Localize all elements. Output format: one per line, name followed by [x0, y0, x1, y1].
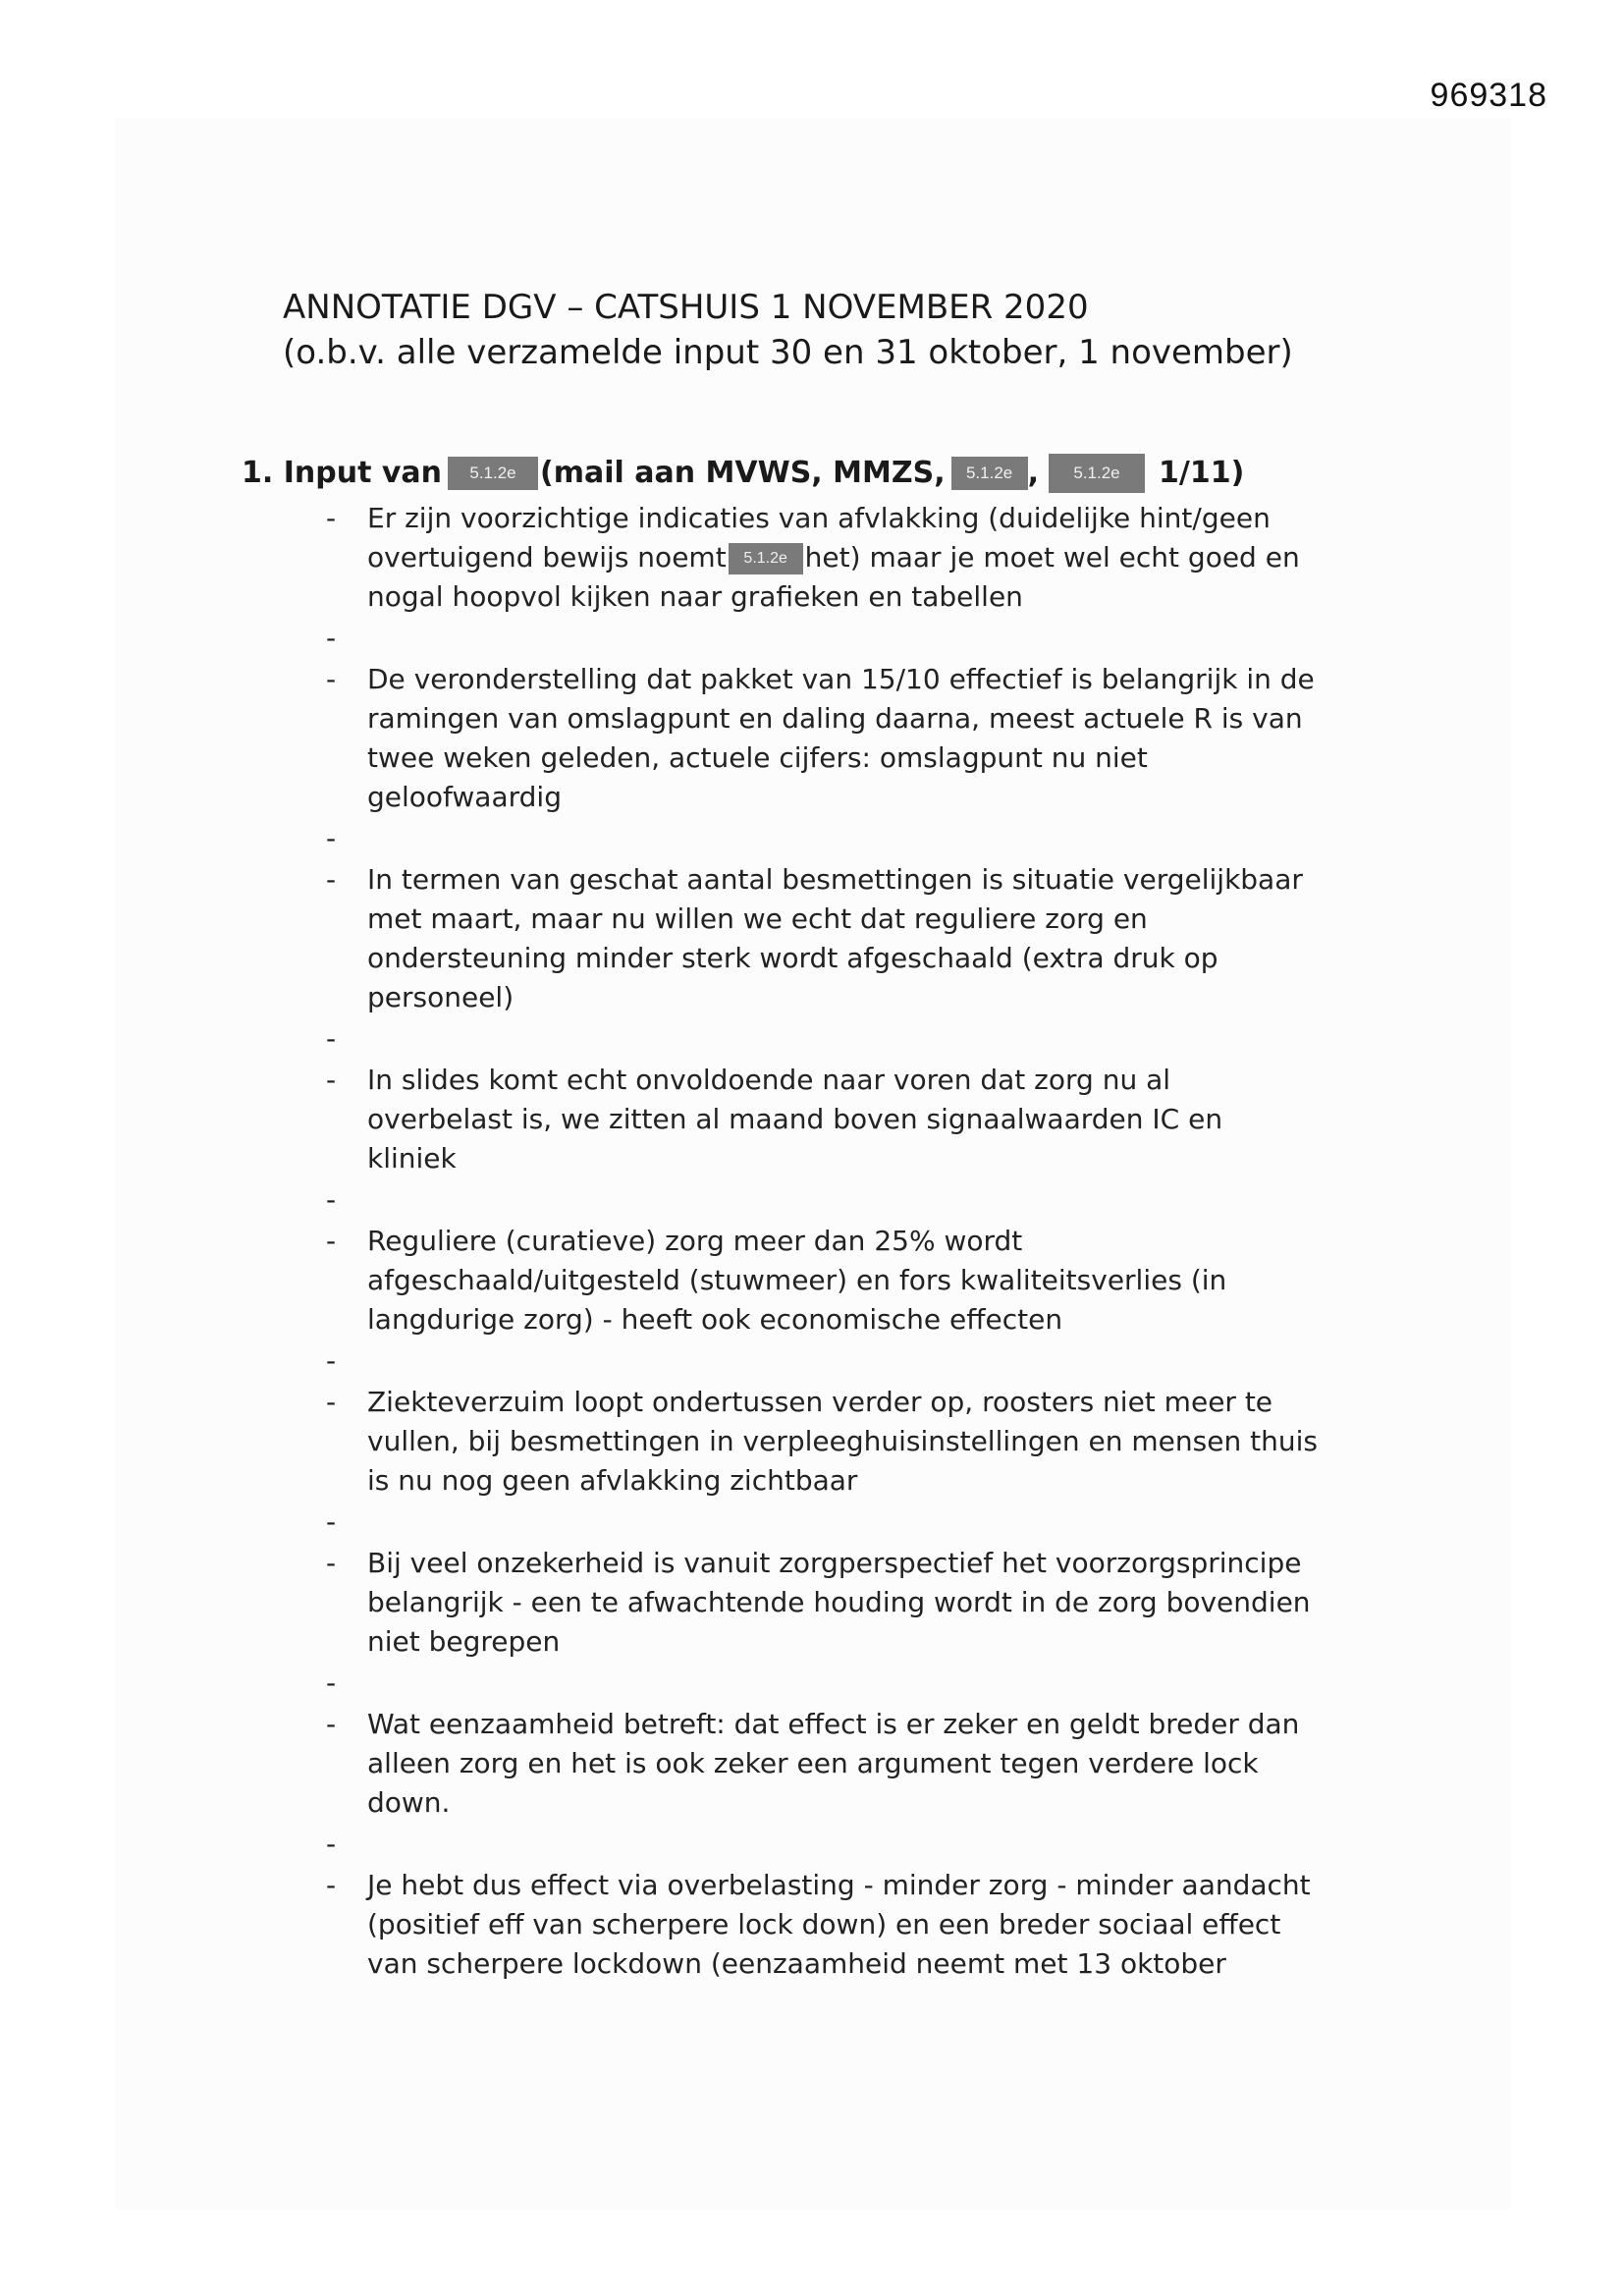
redaction-box: 5.1.2e — [951, 457, 1028, 490]
bullet-dash: - — [326, 822, 337, 854]
bullet-line: niet begrepen — [367, 1625, 561, 1658]
bullet-text: overtuigend bewijs noemt — [367, 541, 727, 574]
bullet-line: Er zijn voorzichtige indicaties van afvlakking (duidelijke hint/geen — [367, 502, 1271, 534]
document-number: 969318 — [1430, 77, 1547, 114]
bullet-line: met maart, maar nu willen we echt dat reguliere zorg en — [367, 902, 1148, 935]
heading-date: 1/11) — [1159, 456, 1245, 490]
bullet-line: down. — [367, 1786, 451, 1819]
bullet-line: personeel) — [367, 981, 514, 1013]
redaction-box: 5.1.2e — [448, 457, 538, 490]
heading-mail: (mail aan MVWS, MMZS, — [540, 456, 946, 490]
bullet-dash: - — [326, 502, 337, 534]
bullet-line: twee weken geleden, actuele cijfers: omslagpunt nu niet — [367, 741, 1148, 774]
bullet-item-empty — [326, 1019, 1380, 1059]
section-1 — [242, 454, 1380, 1986]
bullet-line: vullen, bij besmettingen in verpleeghuisinstellingen en mensen thuis — [367, 1425, 1318, 1457]
bullet-dash: - — [326, 863, 337, 896]
redaction-box: 5.1.2e — [1049, 454, 1145, 493]
bullet-item — [326, 1061, 1380, 1178]
bullet-line: Ziekteverzuim loopt ondertussen verder op, roosters niet meer te — [367, 1386, 1273, 1418]
bullet-line: afgeschaald/uitgesteld (stuwmeer) en fors kwaliteitsverlies (in — [367, 1264, 1227, 1296]
bullet-line: nogal hoopvol kijken naar grafieken en tabellen — [367, 580, 1023, 613]
bullet-item — [326, 499, 1380, 617]
bullet-dash: - — [326, 1183, 337, 1216]
bullet-line: In slides komt echt onvoldoende naar voren dat zorg nu al — [367, 1064, 1171, 1096]
bullet-text: het) maar je moet wel echt goed en — [804, 541, 1300, 574]
bullet-dash: - — [326, 1667, 337, 1699]
bullet-item — [326, 860, 1380, 1017]
bullet-line: ramingen van omslagpunt en daling daarna, meest actuele R is van — [367, 702, 1303, 735]
title-line-2: (o.b.v. alle verzamelde input 30 en 31 oktober, 1 november) — [283, 333, 1293, 372]
bullet-dash: - — [326, 1064, 337, 1096]
bullet-line: alleen zorg en het is ook zeker een argument tegen verdere lock — [367, 1747, 1259, 1779]
bullet-dash: - — [326, 1547, 337, 1579]
bullet-line: is nu nog geen afvlakking zichtbaar — [367, 1464, 858, 1497]
bullet-line: De veronderstelling dat pakket van 15/10 effectief is belangrijk in de — [367, 663, 1315, 695]
bullet-line: (positief eff van scherpere lock down) en een breder sociaal effect — [367, 1908, 1281, 1941]
bullet-dash: - — [326, 1505, 337, 1538]
bullet-dash: - — [326, 622, 337, 654]
bullet-item-empty — [326, 819, 1380, 858]
bullet-line: van scherpere lockdown (eenzaamheid neemt met 13 oktober — [367, 1947, 1226, 1980]
title-line-1: ANNOTATIE DGV – CATSHUIS 1 NOVEMBER 2020 — [283, 288, 1089, 327]
bullet-item — [326, 1383, 1380, 1501]
bullet-line: ondersteuning minder sterk wordt afgeschaald (extra druk op — [367, 942, 1218, 974]
bullet-line: geloofwaardig — [367, 781, 562, 813]
heading-comma: , — [1027, 456, 1040, 490]
bullet-item — [326, 660, 1380, 817]
bullet-dash: - — [326, 1225, 337, 1257]
bullet-item — [326, 1544, 1380, 1662]
bullet-line: Wat eenzaamheid betreft: dat effect is er zeker en geldt breder dan — [367, 1708, 1300, 1740]
bullet-item-empty — [326, 1341, 1380, 1381]
bullet-dash: - — [326, 1708, 337, 1740]
bullet-line — [367, 538, 1380, 577]
bullet-dash: - — [326, 1386, 337, 1418]
bullet-item — [326, 1222, 1380, 1339]
bullet-dash: - — [326, 1022, 337, 1055]
bullet-line: In termen van geschat aantal besmettingen is situatie vergelijkbaar — [367, 863, 1303, 896]
bullet-dash: - — [326, 663, 337, 695]
bullet-item-empty — [326, 1180, 1380, 1220]
bullet-list — [242, 499, 1380, 1984]
bullet-line: overbelast is, we zitten al maand boven signaalwaarden IC en — [367, 1103, 1223, 1135]
bullet-item-empty — [326, 1825, 1380, 1864]
bullet-item-empty — [326, 1503, 1380, 1542]
section-heading — [242, 454, 1380, 493]
bullet-item — [326, 1705, 1380, 1823]
bullet-dash: - — [326, 1869, 337, 1901]
bullet-line: Je hebt dus effect via overbelasting - minder zorg - minder aandacht — [367, 1869, 1311, 1901]
bullet-dash: - — [326, 1828, 337, 1860]
bullet-line: Bij veel onzekerheid is vanuit zorgperspectief het voorzorgsprincipe — [367, 1547, 1302, 1579]
bullet-item-empty — [326, 1664, 1380, 1703]
bullet-item — [326, 1866, 1380, 1984]
bullet-line: langdurige zorg) - heeft ook economische effecten — [367, 1303, 1063, 1336]
bullet-item-empty — [326, 619, 1380, 658]
document-title — [283, 285, 1293, 375]
redaction-box: 5.1.2e — [729, 543, 803, 574]
bullet-line: kliniek — [367, 1142, 457, 1175]
bullet-line: belangrijk - een te afwachtende houding wordt in de zorg bovendien — [367, 1586, 1311, 1618]
bullet-dash: - — [326, 1344, 337, 1377]
bullet-line: Reguliere (curatieve) zorg meer dan 25% wordt — [367, 1225, 1023, 1257]
heading-prefix: 1. Input van — [242, 456, 443, 490]
